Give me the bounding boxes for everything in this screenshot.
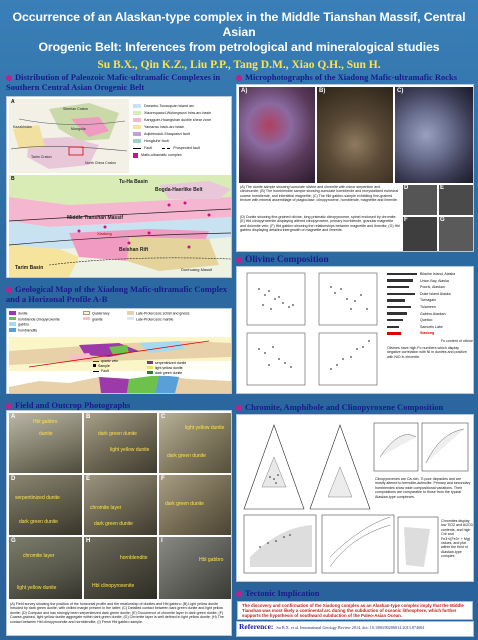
label-middle-tianshan: Middle Tianshan Massif <box>67 215 124 221</box>
section-heading-micro: Microphotographs of the Xiadong Mafic-ultramafic Rocks <box>236 72 474 82</box>
olivine-row: Samuels Lake <box>387 324 473 331</box>
geo-legend-item: Quaternary <box>83 311 161 317</box>
section-heading-tectonic: Tectonic Implication <box>236 588 474 598</box>
geo-legend-item: Sample <box>93 364 143 369</box>
geo-legend-item: dark green dunite <box>147 371 231 376</box>
reference-bar <box>236 621 474 637</box>
geo-legend-item: light yellow dunite <box>147 366 231 371</box>
title-line-2: Orogenic Belt: Inferences from petrological and mineralogical studies <box>38 40 440 54</box>
section-heading-geological-map: Geological Map of the Xiadong Mafic-ultramafic Complex and a Horizonal Profile A-B <box>6 284 227 304</box>
bullet-icon <box>6 287 12 293</box>
geo-legend-item: Late-Proterozoic marble <box>127 317 231 323</box>
bullet-icon <box>6 403 12 409</box>
bullet-icon <box>236 257 242 263</box>
chromite-panel <box>236 414 474 582</box>
field-photo-h: H hornblendite Hbl clinopyroxenite <box>84 537 157 599</box>
field-caption: (A) Field survey showing the position of the horizontal profile and the relationship of dunites and Hbl gabbro; (B) Light yellow dunite intruded by dark green dunite, with chilled margin present in the latter; (C) Detailed contact between dark green dunite and light yellow dunite; (D) Compact and has strongly been serpentinized dark green dunite; (E) Occurrence of chromite layer in dark green dunite; (F) Coarse-grained, light yellow dunite aggregate within dark green dunite; (G) Chromite layer is well defined in light yellow dunite; (H) The contact between Hbl clinopyroxenite and hornblendite; (I) Fresh Hbl gabbro sample. <box>10 602 224 624</box>
chromite-caption-1: Clinopyroxenes are Ca-rich, Ti-poor diopsides and are mostly altered to tremolite-actinolite. Primary and secondary hornblendes show wide compositional variations. Their compositions are comparable to those from the typical Alaskan-type complexes. <box>375 477 471 499</box>
field-photo-e: E chromite layer dark green dunite <box>84 475 157 535</box>
map-legend <box>133 103 231 159</box>
bullet-icon <box>236 405 242 411</box>
geo-legend-item: Late-Proterozoic schist and gneiss <box>127 311 231 317</box>
olivine-row: Turnagain <box>387 297 473 304</box>
olivine-row: Quetico <box>387 317 473 324</box>
label-north-china: North China Craton <box>85 161 116 165</box>
distribution-map-panel <box>6 96 232 278</box>
label-dunhuang: Dunhuang Massif <box>181 267 213 272</box>
tectonic-text: The discovery and confirmation of the Xiadong complex as an Alaskan-type complex imply that the Middle Tianshan was most likely a continental arc during the subduction of oceanic lithosphere, which further supports the hypothesis of southward subduction of the Paleo-Asian Ocean. <box>237 601 473 620</box>
geo-legend-item: gabbro <box>9 322 81 328</box>
geological-map-panel <box>6 308 232 394</box>
reference-label: Reference: <box>239 622 274 631</box>
olivine-row: Tulameen <box>387 304 473 311</box>
olivine-axis-label: Fo content of olivine <box>440 338 473 343</box>
geo-legend-3 <box>93 359 143 374</box>
field-photo-c: C light yellow dunite dark green dunite <box>159 413 231 473</box>
geo-legend-item: serpentinized dunite <box>147 361 231 366</box>
field-photos-panel <box>6 410 232 636</box>
legend-item: Yamansu back-arc basin <box>133 124 231 131</box>
geo-legend-item: hornblende clinopyroxenite <box>9 317 81 323</box>
map-a-letter: A <box>11 99 15 105</box>
field-photo-a: A Hbl gabbro dunite <box>9 413 82 473</box>
poster-header <box>0 0 478 71</box>
field-photo-b: B dark green dunite light yellow dunite <box>84 413 157 473</box>
legend-item: Mafic-ultramafic complex <box>133 152 231 159</box>
micro-photo-c: C) <box>395 87 473 183</box>
geo-legend-2 <box>147 361 231 376</box>
micro-photo-b: B) <box>317 87 393 183</box>
micro-panel <box>236 84 474 252</box>
legend-item: Aqikekuduk-Shaquanzi fault <box>133 131 231 138</box>
label-beishan-rift: Beishan Rift <box>119 247 149 253</box>
olivine-row: Gabbro Alaskan <box>387 311 473 318</box>
micro-photo-a: A) <box>239 87 315 183</box>
geo-legend <box>9 311 231 337</box>
olivine-row: Pouris, Alaskan <box>387 284 473 291</box>
poster-title <box>0 10 478 55</box>
legend-item: Hongliuhe fault <box>133 138 231 145</box>
olivine-plots <box>239 269 385 393</box>
legend-item: Fault Prospected fault <box>133 145 231 152</box>
label-kazakhstan: Kazakhstan <box>13 125 32 129</box>
title-line-1: Occurrence of an Alaskan-type complex in the Middle Tianshan Massif, Central Asian <box>12 10 466 39</box>
micro-photo-e: E <box>439 185 473 215</box>
olivine-row: Duke Island Alaska <box>387 291 473 298</box>
bullet-icon <box>236 591 242 597</box>
field-photo-g: G chromite layer light yellow dunite <box>9 537 82 599</box>
label-tuha-basin: Tu-Ha Basin <box>119 179 148 185</box>
section-heading-distribution: Distribution of Paleozoic Mafic-ultramafic Complexes in Southern Central Asian Orogenic Belt <box>6 72 221 92</box>
field-photo-i: I Hbl gabbro <box>159 537 231 599</box>
label-tarim-craton: Tarim Craton <box>31 155 52 159</box>
micro-caption-top: (A) The dunite sample showing cumulate olivine and chromite with minor serpentine and clinohumite; (B) The hornblendite sample showing cumulate hornblende and recrystallized euhedral coarse hornblende, and interstitial magnetite; (C) The Hbl gabbro sample exhibiting fine-grained texture with mineral assemblage of plagioclase, clinopyroxene, hornblende, magnetite and ilmenite. <box>240 185 399 203</box>
olivine-range-chart <box>387 271 473 359</box>
section-heading-chromite: Chromite, Amphibole and Clinopyroxene Composition <box>236 402 474 412</box>
label-bogda-belt: Bogda-Haerlike Belt <box>155 187 203 193</box>
micro-photo-d: D <box>403 185 437 215</box>
olivine-row: Bilanhe Island, Alaska <box>387 271 473 278</box>
label-siberian-craton: Siberian Craton <box>63 107 88 111</box>
geo-legend-item: hornblendite <box>9 328 81 334</box>
legend-item: Xiaorequanzi-Wutongwozi intra-arc basin <box>133 110 231 117</box>
label-mongolia: Mongolia <box>71 127 86 131</box>
legend-item: Danarhu-Tousuquan island arc <box>133 103 231 110</box>
micro-photo-f: F <box>403 217 437 251</box>
chromite-caption-2: Chromites display low TiO2 and Al2O3 contents, and high Cr# and Fe3+/(Fe3+ + Mg) values, and plot within the field of Alaskan-type complex. <box>441 519 473 559</box>
label-xiadong: Xiadong <box>97 231 112 236</box>
section-heading-field: Field and Outcrop Photographs <box>6 400 230 410</box>
legend-item: Kangguer-Huangshan ductile shear zone <box>133 117 231 124</box>
geo-legend-item: granite <box>83 317 161 323</box>
bullet-icon <box>6 75 12 81</box>
micro-caption-bottom: (D) Dunite showing fine-grained olivine, long prismatic clinopyroxene, spinel enclosed by chromite; (E) Hbl clinopyroxenite displaying altered clinopyroxene, primary hornblende, granular magnetite and dolomite vein; (F) Hbl gabbro showing the relationships between magnetite and ilmenite; (G) Hbl gabbro displaying detailed intergrowth of magnetite and ilmenite. <box>240 215 401 233</box>
micro-photo-g: G <box>439 217 473 251</box>
section-heading-olivine: Olivine Composition <box>236 254 474 265</box>
field-photo-d: D serpentinized dunite dark green dunite <box>9 475 82 535</box>
olivine-panel <box>236 266 474 394</box>
geo-legend-item: quartz vein <box>93 359 143 364</box>
bullet-icon <box>236 75 242 81</box>
reference-text: Su B.X. et al. International Geology Review 2014, doi: 10.1080/00206814.2013.874604 <box>276 625 425 630</box>
field-photo-f: F dark green dunite <box>159 475 231 535</box>
olivine-row: Union Bay, Alaska <box>387 278 473 285</box>
geo-legend-item: Fault <box>93 369 143 374</box>
label-tarim-basin: Tarim Basin <box>15 265 44 271</box>
geo-legend-item: dunite <box>9 311 81 317</box>
olivine-caption: Olivines have high Fo numbers which display negative correlation with Ni in dunites and positive with NiO in chromite. <box>387 345 467 359</box>
authors: Su B.X., Qin K.Z., Liu P.P., Tang D.M., Xiao Q.H., Sun H. <box>97 59 381 71</box>
olivine-row: Xiadong <box>387 330 473 337</box>
map-b-letter: B <box>11 176 15 182</box>
